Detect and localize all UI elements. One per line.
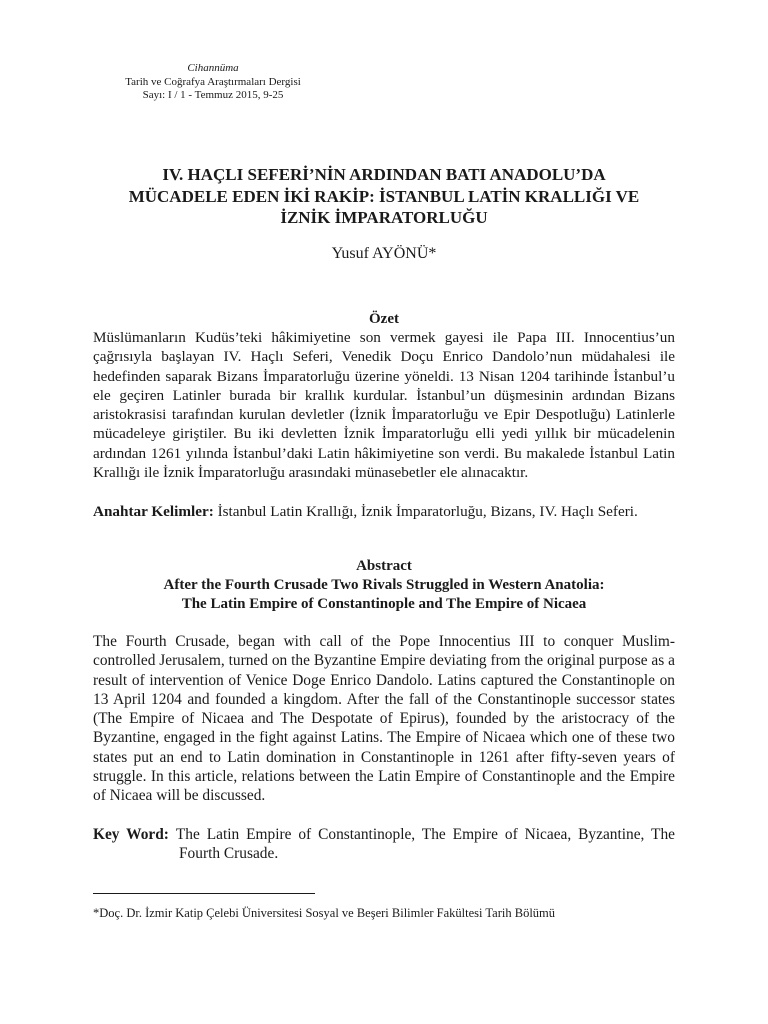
abstract-text: The Fourth Crusade, began with call of the Pope Innocentius III to conquer Muslim-controlled Jerusalem, turned on the Byzantine Empire deviating from the original purpose as a result of intervention of Venice Doge Enrico Dandolo. Latins captured the Constantinople on 13 April 1204 and founded a kingdom. After the fall of the Constantinople successor states (The Empire of Nicaea and The Despotate of Epirus), founded by the aristocracy of the Byzantine, engaged in the fight against Latins. The Empire of Nicaea which one of these two states put an end to Latin domination in Constantinople in 1261 after fifty-seven years of struggle. In this article, relations between the Latin Empire of Constantinople and the Empire of Nicaea will be discussed. [93,633,675,805]
ozet-text: Müslümanların Kudüs’teki hâkimiyetine son vermek gayesi ile Papa III. Innocentius’un çağrısıyla başlayan IV. Haçlı Seferi, Venedik Doçu Enrico Dandolo’nun müdahalesi ile hedefinden saparak Bizans İmparatorluğu üzerine yöneldi. 13 Nisan 1204 tarihinde İstanbul’u ele geçiren Latinler burada bir krallık kurdular. İstanbul’un düşmesinin ardından Bizans aristokrasisi tarafından kurulan devletler (İznik İmparatorluğu ve Epir Despotluğu) Latinlerle mücadeleye giriştiler. Bu iki devletten İznik İmparatorluğu elli yedi yıllık bir mücadelenin ardından 1261 yılında İstanbul’daki Latin hâkimiyetine son verdi. Bu makalede İstanbul Latin Krallığı ile İznik İmparatorluğu arasındaki münasebetler ele alınacaktır. [93,329,675,482]
english-keywords [93,825,675,864]
paper-title-line3: İZNİK İMPARATORLUĞU [280,208,488,227]
turkish-keywords-label: Anahtar Kelimler: [93,503,218,520]
abstract-subtitle-line1: After the Fourth Crusade Two Rivals Struggled in Western Anatolia: [163,577,605,593]
journal-subtitle: Tarih ve Coğrafya Araştırmaları Dergisi [125,75,301,88]
ozet-heading: Özet [369,311,399,327]
turkish-keywords [93,502,675,521]
paper-title-line2: MÜCADELE EDEN İKİ RAKİP: İSTANBUL LATİN KRALLIĞI VE [128,186,640,206]
journal-name: Cihannüma [187,62,239,74]
author-name: Yusuf AYÖNÜ* [331,245,437,262]
journal-header [93,62,333,103]
abstract-subtitle [93,576,675,614]
paper-title-line1: IV. HAÇLI SEFERİ’NİN ARDINDAN BATI ANADOLU’DA [162,165,606,184]
paper-title [93,164,675,229]
journal-issue: Sayı: I / 1 - Temmuz 2015, 9-25 [142,89,284,101]
english-keywords-text: The Latin Empire of Constantinople, The Empire of Nicaea, Byzantine, The Fourth Crusade. [175,826,675,863]
english-keywords-label: Key Word: [93,826,176,843]
footnote: *Doç. Dr. İzmir Katip Çelebi Üniversitesi Sosyal ve Beşeri Bilimler Fakültesi Tarih Bölümü [93,906,556,920]
abstract-subtitle-line2: The Latin Empire of Constantinople and The Empire of Nicaea [181,596,587,612]
abstract-heading: Abstract [356,558,412,574]
footnote-divider [93,893,315,894]
turkish-keywords-text: İstanbul Latin Krallığı, İznik İmparatorluğu, Bizans, IV. Haçlı Seferi. [217,503,638,520]
